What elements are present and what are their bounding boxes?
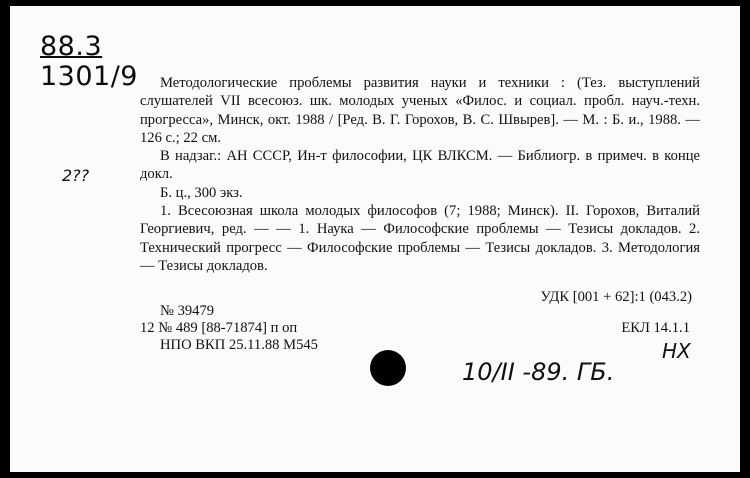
punch-hole bbox=[370, 350, 406, 386]
entry-tracings-paragraph: 1. Всесоюзная школа молодых философов (7; 1988; Минск). II. Горохов, Виталий Георгиевич, ред. — — 1. Наука — Философские проблемы — Тезисы докладов. 2. Технический прогресс — Философские проблемы — Тезисы докладов. 3. Методология — Тезисы докладов. bbox=[140, 203, 700, 274]
entry-notes-paragraph: В надзаг.: АН СССР, Ин-т философии, ЦК ВЛКСМ. — Библиогр. в примеч. в конце докл. bbox=[140, 148, 700, 183]
shelfmark-line-2: 1301/9 bbox=[40, 61, 138, 92]
entry-title-paragraph: Методологические проблемы развития науки и техники : (Тез. выступлений слушателей VII всесоюз. шк. молодых ученых «Филос. и социал. пробл. науч.-техн. прогресса», Минск, окт. 1988 / [Ред. В. Г. Горохов, В. С. Швырев]. — М. : Б. и., 1988. — 126 с.; 22 см. bbox=[140, 75, 700, 146]
shelfmark bbox=[40, 32, 138, 92]
order-line: 12 № 489 [88-71874] п оп bbox=[140, 320, 298, 336]
shelfmark-line-1: 88.3 bbox=[40, 31, 103, 62]
handwritten-side-note: 2?? bbox=[62, 166, 90, 185]
bibliographic-entry bbox=[140, 74, 700, 275]
entry-price-paragraph: Б. ц., 300 экз. bbox=[160, 184, 243, 201]
printer-line: НПО ВКП 25.11.88 М545 bbox=[160, 337, 318, 353]
udc-classification: УДК [001 + 62]:1 (043.2) bbox=[540, 289, 692, 305]
handwritten-date: 10/II -89. ГБ. bbox=[462, 358, 615, 386]
catalog-card bbox=[10, 6, 740, 472]
ekl-code: ЕКЛ 14.1.1 bbox=[621, 320, 690, 336]
handwritten-initials: НХ bbox=[662, 339, 691, 363]
record-number: № 39479 bbox=[160, 303, 215, 319]
